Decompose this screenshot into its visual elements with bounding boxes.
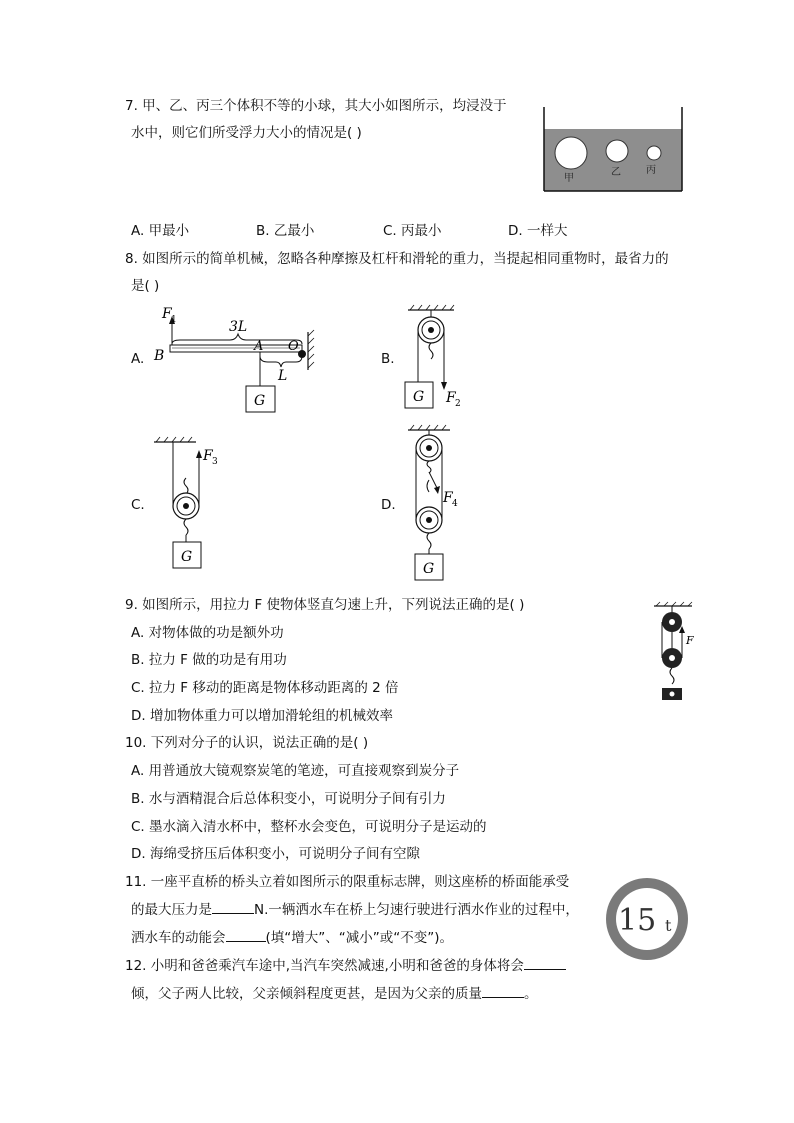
- q11-answer-blank-1[interactable]: [212, 900, 254, 914]
- q12-line2-text: 倾，父子两人比较，父亲倾斜程度更甚，是因为父亲的质量: [131, 986, 482, 1002]
- q8-option-b-label[interactable]: B.: [381, 351, 395, 367]
- weight-limit-sign: [604, 876, 690, 962]
- f1-label: F: [162, 306, 172, 322]
- q10-stem: 10. 下列对分子的认识，说法正确的是( ): [125, 735, 369, 751]
- len-3L: 3L: [229, 319, 248, 335]
- q12-line2: [131, 984, 538, 1003]
- movable-pulley-figure: [150, 434, 230, 574]
- f3-sub: 3: [212, 457, 218, 467]
- q7-line2: 水中，则它们所受浮力大小的情况是( ): [131, 125, 362, 141]
- q10-option-b[interactable]: B. 水与酒精混合后总体积变小，可说明分子间有引力: [131, 791, 446, 807]
- q9-pulley-figure: [648, 600, 700, 706]
- q12-line2-end: 。: [524, 986, 538, 1002]
- g-label-c: G: [181, 549, 193, 565]
- q12-answer-blank-2[interactable]: [482, 984, 524, 998]
- q12-line1-text: 12. 小明和爸爸乘汽车途中,当汽车突然减速,小明和爸爸的身体将会: [125, 958, 524, 974]
- q7-option-b[interactable]: B. 乙最小: [256, 223, 315, 239]
- q8-option-d-label[interactable]: D.: [381, 497, 396, 513]
- f2-label: F: [446, 390, 456, 406]
- q9-option-a[interactable]: A. 对物体做的功是额外功: [131, 625, 284, 641]
- f3-label: F: [203, 448, 213, 464]
- label-yi: 乙: [611, 167, 621, 178]
- q8-line1: 8. 如图所示的简单机械，忽略各种摩擦及杠杆和滑轮的重力，当提起相同重物时，最省力的: [125, 251, 669, 267]
- lever-figure: [150, 300, 330, 415]
- q11-line3-end: (填“增大”、“减小”或“不变”)。: [265, 930, 453, 946]
- q7-option-d[interactable]: D. 一样大: [508, 223, 568, 239]
- label-B: B: [154, 348, 165, 364]
- f1-sub: 1: [171, 315, 177, 325]
- q12-line1: [125, 956, 566, 975]
- q8-line2: 是( ): [131, 278, 160, 294]
- fixed-pulley-figure: [398, 304, 478, 416]
- q8-option-c-label[interactable]: C.: [131, 497, 145, 513]
- f4-sub: 4: [452, 499, 458, 509]
- label-A: A: [254, 339, 264, 354]
- q11-line3-start: 洒水车的动能会: [131, 930, 226, 946]
- sign-number: 15: [618, 903, 657, 938]
- q9-option-d[interactable]: D. 增加物体重力可以增加滑轮组的机械效率: [131, 708, 393, 724]
- q11-line1: 11. 一座平直桥的桥头立着如图所示的限重标志牌，则这座桥的桥面能承受: [125, 874, 570, 890]
- q9-option-c[interactable]: C. 拉力 F 移动的距离是物体移动距离的 2 倍: [131, 680, 399, 696]
- pulley-block-figure: [398, 422, 478, 584]
- q11-line3: [131, 928, 453, 947]
- q9-option-b[interactable]: B. 拉力 F 做的功是有用功: [131, 652, 287, 668]
- q11-line2-start: 的最大压力是: [131, 902, 212, 918]
- label-bing: 丙: [646, 165, 656, 176]
- q8-option-a-label[interactable]: A.: [131, 351, 145, 367]
- ball-jia: [555, 137, 587, 169]
- q7-line1: 7. 甲、乙、丙三个体积不等的小球，其大小如图所示，均浸没于: [125, 98, 507, 114]
- label-jia: 甲: [564, 173, 574, 184]
- q11-line2-end: N.一辆洒水车在桥上匀速行驶进行洒水作业的过程中，: [254, 902, 579, 918]
- ball-yi: [606, 140, 628, 162]
- q11-line2: [131, 900, 579, 919]
- q12-answer-blank-1[interactable]: [524, 956, 566, 970]
- q10-option-d[interactable]: D. 海绵受挤压后体积变小，可说明分子间有空隙: [131, 846, 420, 862]
- sign-unit: t: [665, 916, 672, 935]
- q10-option-c[interactable]: C. 墨水滴入清水杯中，整杯水会变色，可说明分子是运动的: [131, 819, 487, 835]
- q9-stem: 9. 如图所示，用拉力 F 使物体竖直匀速上升，下列说法正确的是( ): [125, 597, 525, 613]
- f2-sub: 2: [455, 399, 461, 409]
- q9-f-label: F: [686, 634, 694, 647]
- len-L: L: [278, 368, 288, 384]
- g-label-b: G: [413, 389, 425, 405]
- label-O: O: [288, 339, 299, 354]
- g-label-d: G: [423, 561, 435, 577]
- q11-answer-blank-2[interactable]: [226, 928, 266, 942]
- ball-bing: [647, 146, 661, 160]
- f4-label: F: [443, 490, 453, 506]
- g-label-a: G: [254, 393, 266, 409]
- q7-option-c[interactable]: C. 丙最小: [383, 223, 442, 239]
- q7-beaker-figure: [540, 103, 686, 195]
- q7-option-a[interactable]: A. 甲最小: [131, 223, 190, 239]
- q10-option-a[interactable]: A. 用普通放大镜观察炭笔的笔迹，可直接观察到炭分子: [131, 763, 460, 779]
